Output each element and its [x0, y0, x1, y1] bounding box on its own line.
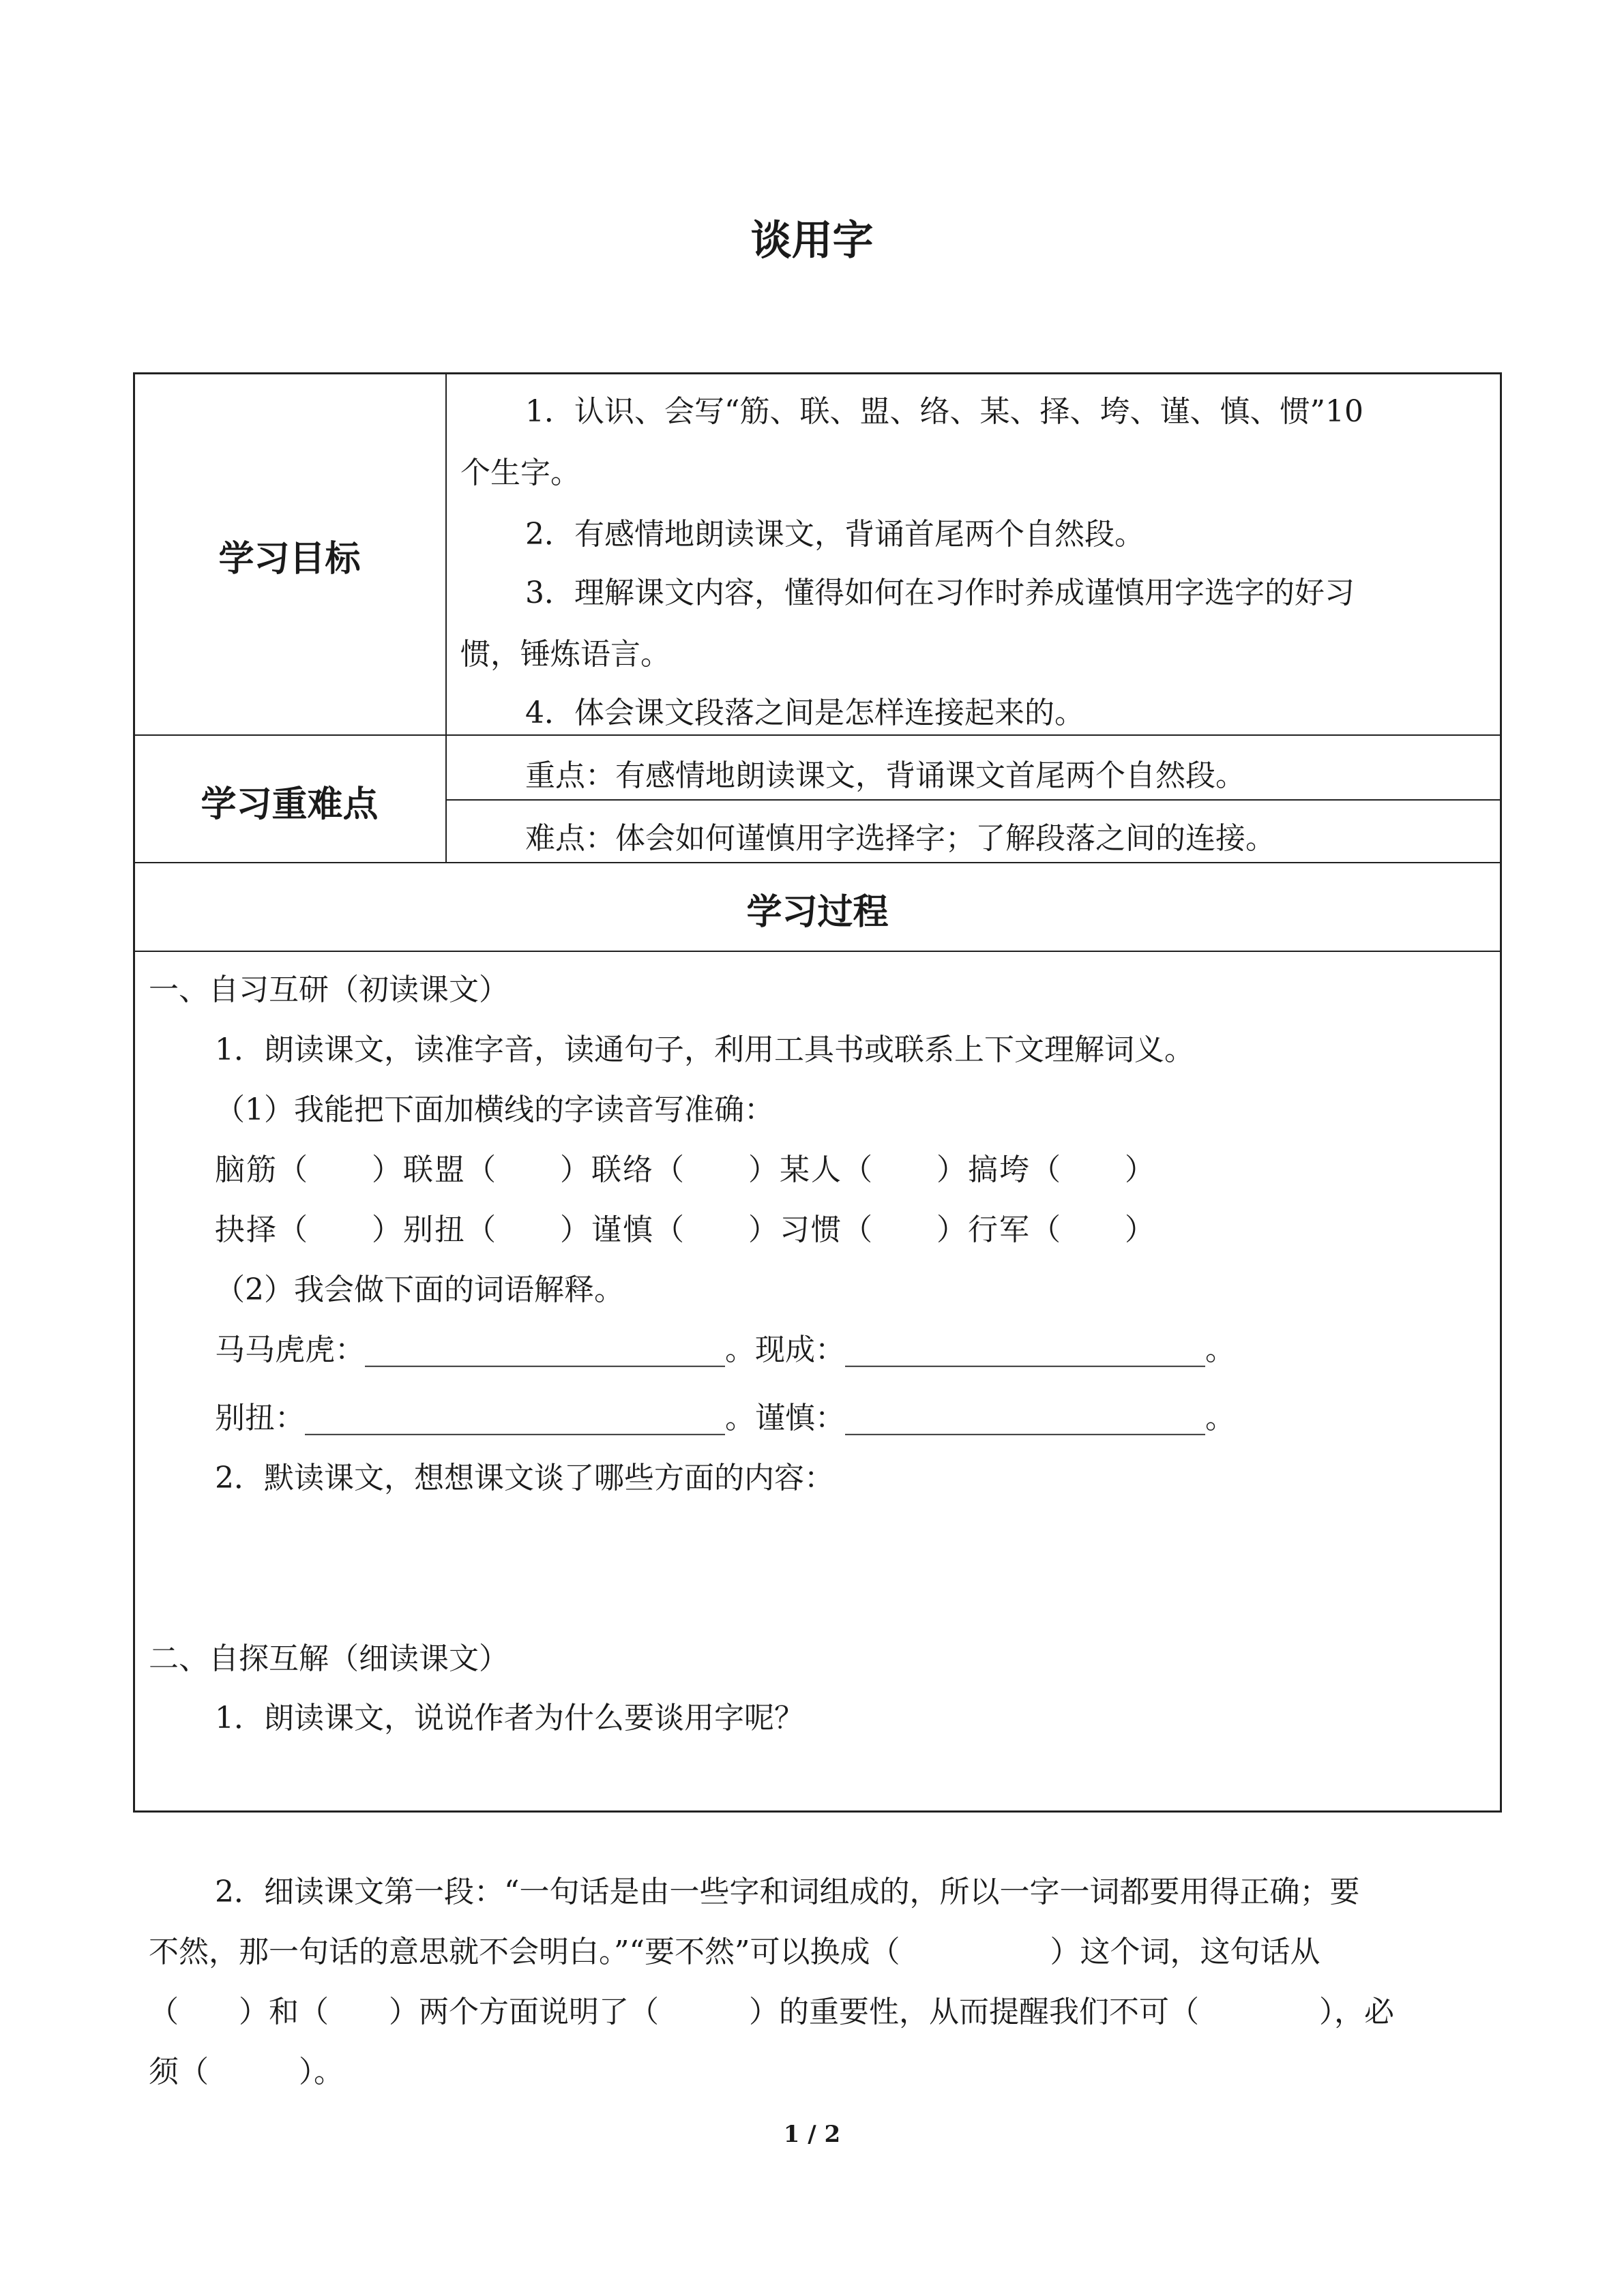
page-number: 1 / 2	[783, 2121, 841, 2148]
goals-label: 学习目标	[218, 539, 361, 580]
question-text: （1）我能把下面加横线的字读音写准确：	[215, 1092, 774, 1127]
question-text: 2．默读课文，想想课文谈了哪些方面的内容：	[215, 1461, 834, 1495]
row-divider	[133, 951, 1502, 952]
difficulty-text: 难点：体会如何谨慎用字选择字；了解段落之间的连接。	[525, 821, 1275, 856]
question-text: （2）我会做下面的词语解释。	[215, 1272, 624, 1307]
section-heading: 一、自习互研（初读课文）	[149, 972, 509, 1007]
question-text: 须（ ）。	[149, 2055, 344, 2089]
question-text: （ ）和（ ）两个方面说明了（ ）的重要性，从而提醒我们不可（ ），必	[149, 1995, 1394, 2029]
pinyin-row: 抉择（ ）别扭（ ）谨慎（ ）习惯（ ）行军（ ）	[215, 1212, 1156, 1247]
question-text: 不然，那一句话的意思就不会明白。”“要不然”可以换成（ ）这个词，这句话从	[149, 1935, 1320, 1969]
goal-line: 1．认识、会写“筋、联、盟、络、某、择、垮、谨、慎、惯”10	[525, 394, 1363, 429]
goal-line: 4．体会课文段落之间是怎样连接起来的。	[525, 696, 1084, 730]
goal-line: 3．理解课文内容，懂得如何在习作时养成谨慎用字选字的好习	[525, 576, 1355, 610]
pinyin-row: 脑筋（ ）联盟（ ）联络（ ）某人（ ）搞垮（ ）	[215, 1152, 1156, 1187]
definition-row: 别扭：____________________________。谨慎：________________________。	[215, 1401, 1235, 1435]
row-divider	[445, 799, 1502, 801]
page-title: 谈用字	[750, 217, 874, 265]
goal-line: 2．有感情地朗读课文，背诵首尾两个自然段。	[525, 517, 1145, 552]
question-text: 1．朗读课文，说说作者为什么要谈用字呢？	[215, 1701, 804, 1735]
question-text: 2．细读课文第一段：“一句话是由一些字和词组成的，所以一字一词都要用得正确；要	[215, 1875, 1360, 1909]
row-divider	[133, 734, 1502, 736]
section-heading: 二、自探互解（细读课文）	[149, 1641, 509, 1676]
key-points-label: 学习重难点	[201, 784, 379, 825]
definition-row: 马马虎虎：________________________。现成：________________________。	[215, 1332, 1235, 1367]
goal-line: 个生字。	[460, 456, 580, 490]
process-label: 学习过程	[746, 892, 889, 933]
question-text: 1．朗读课文，读准字音，读通句子，利用工具书或联系上下文理解词义。	[215, 1032, 1194, 1067]
focus-text: 重点：有感情地朗读课文，背诵课文首尾两个自然段。	[525, 758, 1245, 793]
goal-line: 惯，锤炼语言。	[460, 637, 670, 672]
row-divider	[133, 862, 1502, 863]
